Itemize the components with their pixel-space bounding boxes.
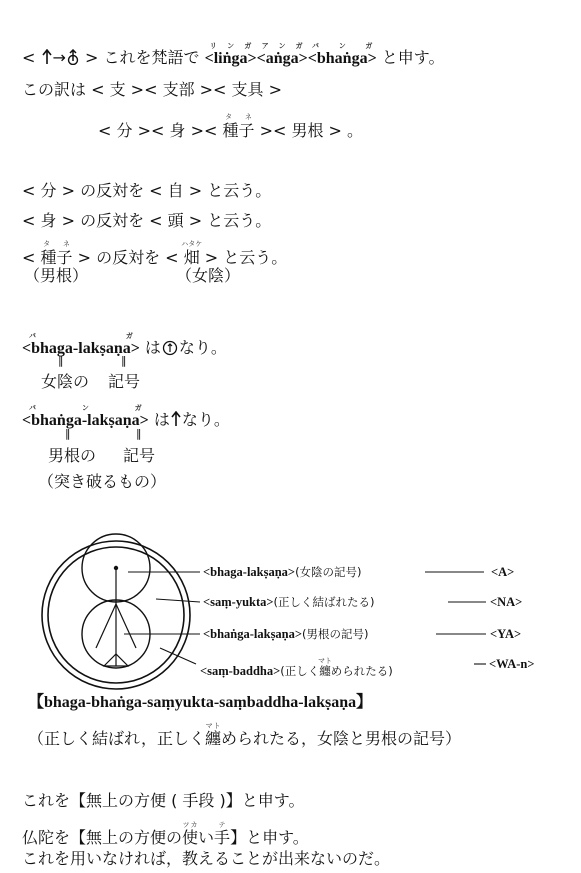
arrow-right-icon: → — [52, 48, 66, 67]
opposite-line-2: < 身 > の反対を < 頭 > と云う。 — [22, 211, 272, 230]
diagram-label-sambaddha: <saṃ-baddha>(正しく纏マトめられたる) — [200, 657, 393, 678]
upper-circle — [82, 534, 150, 602]
diagram-tag-wa-n: <WA-n> — [489, 657, 535, 671]
opposite-line-1: < 分 > の反対を < 自 > と云う。 — [22, 181, 272, 200]
outer-circle-double — [42, 541, 190, 689]
word-seed: 種子タ ネ — [40, 240, 73, 267]
arrow-up-icon — [41, 49, 53, 65]
intro-text: > これを梵語で — [79, 48, 205, 67]
equals-mark: ‖ — [121, 354, 127, 367]
intro-bracket-open: < — [22, 48, 41, 67]
diagram-tag-na: <NA> — [490, 595, 523, 609]
circled-arrow-icon — [162, 340, 178, 356]
intro-suffix: と申す。 — [376, 48, 445, 67]
closing-line-3: これを用いなければ，教えることが出来ないのだ。 — [22, 849, 391, 868]
term-bhanga: <bhaṅga>バ ン ガ — [307, 42, 377, 67]
outer-circle — [42, 541, 190, 689]
term-anga: <aṅga>アンガ — [256, 42, 308, 67]
term-linga: <liṅga>リンガ — [204, 42, 257, 67]
bhaga-gloss-1: 女陰の — [41, 372, 90, 391]
term-bhaga-laksana: <bhaga-lakṣaṇa>バ ガ — [22, 332, 140, 357]
word-seed: 種子タ ネ — [222, 113, 255, 140]
opposite-line-3: < 種子タ ネ > の反対を < 畑ハタケ > と云う。 — [22, 240, 288, 267]
arrow-up-icon — [170, 411, 182, 427]
diagram-label-samyukta: <saṃ-yukta>(正しく結ばれたる) — [203, 595, 375, 609]
diagram-tag-ya: <YA> — [490, 627, 522, 641]
note-female: （女陰） — [176, 266, 241, 285]
bhanga-line: <bhaṅga-lakṣaṇa>バ ン ガ は なり。 — [22, 404, 230, 429]
bhanga-gloss-1: 男根の — [48, 446, 97, 465]
lower-circle — [82, 600, 150, 668]
leader-lines — [124, 572, 486, 664]
note-male: （男根） — [24, 266, 89, 285]
inner-ring — [48, 547, 184, 683]
term-bhanga-laksana: <bhaṅga-lakṣaṇa>バ ン ガ — [22, 404, 149, 429]
equals-mark: ‖ — [58, 354, 64, 367]
equals-mark: ‖ — [136, 427, 142, 440]
bhaga-gloss-2: 記号 — [108, 372, 141, 391]
center-dot — [114, 566, 118, 570]
closing-line-1: これを【無上の方便 ( 手段 )】と申す。 — [22, 791, 305, 810]
intro-line — [22, 42, 445, 69]
translation-line-1: この訳は < 支 >< 支部 >< 支具 > — [22, 80, 283, 99]
bhanga-gloss-3: （突き破るもの） — [38, 472, 167, 491]
arrow-into-circle-icon — [66, 49, 80, 65]
closing-line-2: 仏陀を【無上の方便の使ツカい手テ】と申す。 — [22, 821, 309, 847]
translation-line-2: < 分 >< 身 >< 種子タ ネ >< 男根 > 。 — [98, 113, 364, 140]
word-field: 畑ハタケ — [181, 240, 203, 267]
diagram-label-bhanga: <bhaṅga-lakṣaṇa>(男根の記号) — [203, 627, 369, 641]
bhanga-gloss-2: 記号 — [123, 446, 156, 465]
compound-gloss: （正しく結ばれ，正しく纏マトめられたる，女陰と男根の記号） — [28, 722, 461, 748]
diagram-label-bhaga: <bhaga-lakṣaṇa>(女陰の記号) — [203, 565, 362, 579]
compound-title: 【bhaga-bhaṅga-saṃyukta-saṃbaddha-lakṣaṇa】 — [28, 694, 373, 711]
trident-figure — [96, 568, 136, 666]
diagram-tag-a: <A> — [491, 565, 515, 579]
bhaga-line: <bhaga-lakṣaṇa>バ ガ は なり。 — [22, 332, 227, 357]
equals-mark: ‖ — [65, 427, 71, 440]
